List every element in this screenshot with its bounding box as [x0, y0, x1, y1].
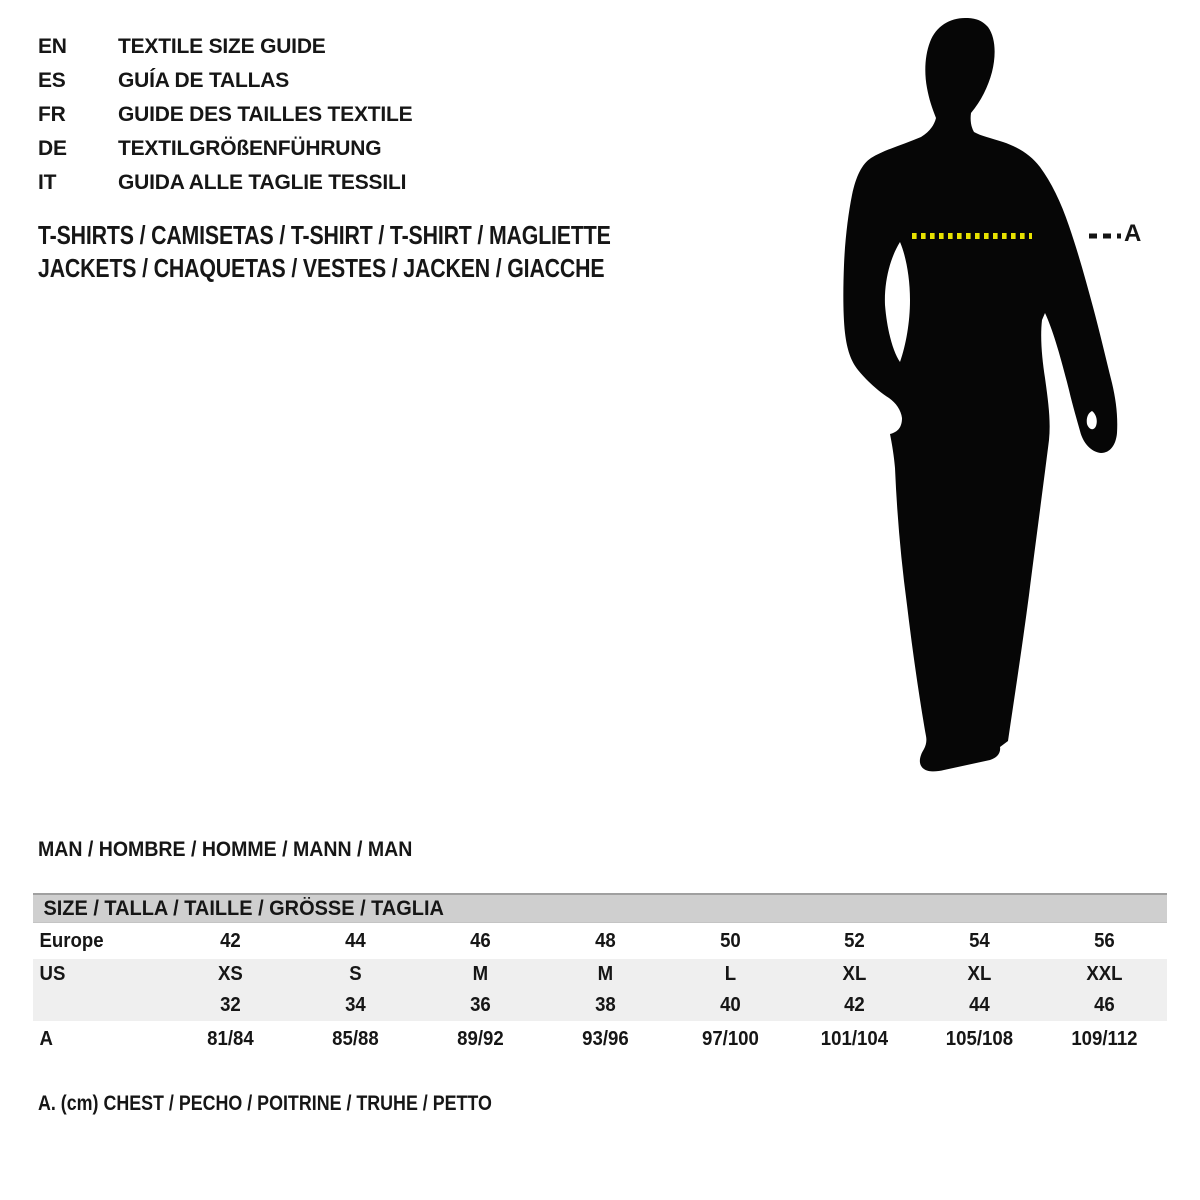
size-cell: M — [597, 963, 613, 985]
guide-title-fr: GUIDE DES TAILLES TEXTILE — [118, 103, 413, 126]
size-cell: 56 — [1094, 929, 1115, 952]
size-cell: 44 — [969, 994, 991, 1016]
language-code: ES — [38, 69, 66, 92]
table-row-chest-a — [33, 1021, 1167, 1058]
row-label: A — [39, 1028, 53, 1050]
language-row-fr — [38, 98, 412, 132]
size-cell: XL — [967, 963, 992, 985]
language-code: DE — [38, 137, 67, 160]
size-cell: XXL — [1086, 963, 1123, 985]
language-code: EN — [38, 35, 67, 58]
row-label: Europe — [39, 929, 104, 952]
size-cell: 46 — [469, 929, 491, 952]
size-cell: 109/112 — [1071, 1028, 1138, 1050]
table-row-us — [33, 959, 1167, 990]
size-cell: 101/104 — [821, 1028, 889, 1050]
man-silhouette-shape — [843, 18, 1117, 771]
size-cell: 42 — [844, 994, 866, 1016]
garment-line-tshirts: T-SHIRTS / CAMISETAS / T-SHIRT / T-SHIRT / MAGLIETTE — [38, 220, 611, 250]
measurement-label-a: A — [1124, 220, 1142, 247]
chest-measurement-footnote: A. (cm) CHEST / PECHO / POITRINE / TRUHE / PETTO — [38, 1092, 492, 1115]
size-cell: 48 — [594, 929, 616, 952]
row-label: US — [39, 963, 66, 985]
man-silhouette — [820, 0, 1200, 800]
guide-title-it: GUIDA ALLE TAGLIE TESSILI — [118, 171, 407, 194]
size-cell: 50 — [719, 929, 741, 952]
language-row-es — [38, 64, 412, 98]
size-cell: 52 — [844, 929, 866, 952]
size-cell: 46 — [1094, 994, 1115, 1016]
size-cell: 40 — [719, 994, 741, 1016]
language-row-de — [38, 132, 412, 166]
table-row-numeric — [33, 990, 1167, 1021]
size-cell: 44 — [344, 929, 366, 952]
size-table-header-label: SIZE / TALLA / TAILLE / GRÖSSE / TAGLIA — [43, 896, 444, 920]
size-cell: 54 — [969, 929, 991, 952]
size-cell: 38 — [594, 994, 616, 1016]
language-code: FR — [38, 103, 66, 126]
size-cell: 42 — [220, 929, 241, 952]
size-cell: 89/92 — [456, 1028, 504, 1050]
size-cell: 85/88 — [332, 1028, 379, 1050]
language-row-it — [38, 166, 412, 200]
size-cell: 36 — [469, 994, 491, 1016]
size-table-header — [33, 893, 1167, 923]
garment-types-heading — [38, 219, 736, 285]
size-cell: 81/84 — [207, 1028, 254, 1050]
table-row-europe — [33, 923, 1167, 959]
language-title-list — [38, 30, 412, 200]
section-title-man: MAN / HOMBRE / HOMME / MANN / MAN — [38, 838, 413, 861]
size-cell: XS — [218, 963, 243, 985]
language-row-en — [38, 30, 412, 64]
guide-title-de: TEXTILGRÖßENFÜHRUNG — [118, 137, 382, 160]
language-code: IT — [38, 171, 57, 194]
size-cell: 34 — [344, 994, 366, 1016]
size-cell: 93/96 — [581, 1028, 629, 1050]
guide-title-es: GUÍA DE TALLAS — [118, 69, 290, 92]
guide-title-en: TEXTILE SIZE GUIDE — [118, 35, 326, 58]
size-table — [33, 893, 1167, 1058]
size-cell: S — [349, 963, 362, 985]
garment-line-jackets: JACKETS / CHAQUETAS / VESTES / JACKEN / GIACCHE — [38, 253, 605, 283]
size-cell: M — [472, 963, 488, 985]
size-cell: XL — [842, 963, 867, 985]
size-cell: L — [724, 963, 736, 985]
size-cell: 97/100 — [701, 1028, 759, 1050]
size-cell: 32 — [220, 994, 241, 1016]
size-cell: 105/108 — [946, 1028, 1014, 1050]
